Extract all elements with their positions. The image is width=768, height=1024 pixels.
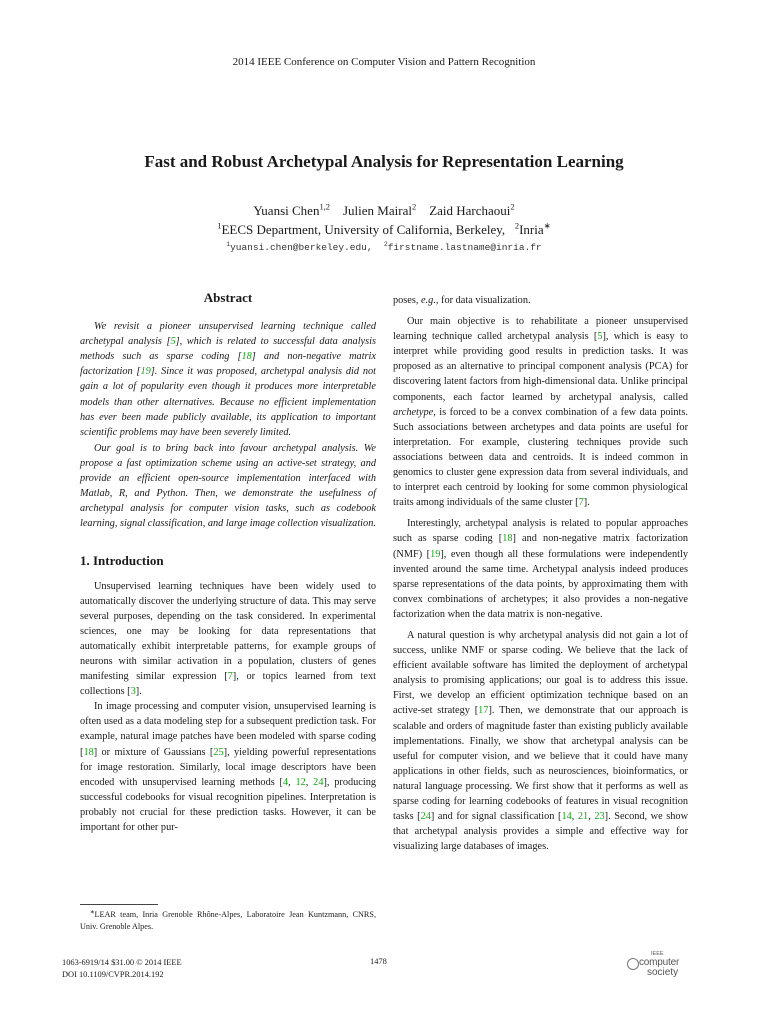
abstract-paragraph: We revisit a pioneer unsupervised learning technique called archetypal analysis [5], which is related to successful data analysis methods such as sparse coding [18] and non-negative matrix factorization [19]. Since it was proposed, archetypal analysis did not gain a lot of popularity even though it produces more interpretable models than other alternatives. Because no efficient implementation has ever been made publicly available, its application to important scientific problems may have been severely limited. [80, 321, 377, 438]
author-name: Yuansi Chen [253, 203, 320, 218]
conference-header: 2014 IEEE Conference on Computer Vision and Pattern Recognition [232, 56, 536, 68]
citation-link[interactable]: 19 [430, 548, 441, 560]
right-column [393, 293, 688, 854]
author-list [0, 203, 768, 219]
footnote [80, 909, 376, 934]
author-name: Julien Mairal [343, 203, 412, 218]
footer-issn [62, 957, 182, 981]
affil-mark: ∗ [543, 220, 551, 231]
footnote-text: ∗LEAR team, Inria Grenoble Rhône-Alpes, Laboratoire Jean Kuntzmann, CNRS, Univ. Grenoble Alpes. [80, 909, 376, 932]
citation-link[interactable]: 7 [227, 671, 233, 683]
citation-link[interactable]: 18 [241, 351, 252, 363]
affil-sup: 2 [514, 220, 520, 231]
body-paragraph: poses, e.g., for data visualization. [393, 295, 531, 306]
citation-link[interactable]: 24 [420, 811, 431, 823]
logo-computer-text: computer [639, 957, 680, 968]
section-heading: 1. Introduction [80, 553, 164, 569]
email[interactable]: yuansi.chen@berkeley.edu, [230, 242, 373, 253]
email[interactable]: firstname.lastname@inria.fr [387, 242, 542, 253]
abstract-heading: Abstract [203, 290, 253, 305]
affiliations [0, 222, 768, 238]
citation-link[interactable]: 18 [83, 746, 94, 758]
citation-link[interactable]: 17 [478, 705, 489, 717]
citation-link[interactable]: 18 [502, 533, 513, 545]
body-paragraph: Our main objective is to rehabilitate a pioneer unsupervised learning technique called archetypal analysis [5], which is easy to interpret while providing good results in prediction tasks. It was proposed as an alternative to principal component analysis (PCA) for discovering latent factors from high-dimensional data. Unlike principal components, each factor learned by archetypal analysis, called archetype, is forced to be a convex combination of a few data points. Such associations between archetypes and data points are useful for interpretation. For example, clustering techniques provide such associations between data and centroids. It is indeed common in genomics to cluster gene expression data from several individuals, and to interpret each centroid by looking for some common physiological traits among individuals of the same cluster [7]. [393, 316, 688, 509]
doi-line[interactable]: DOI 10.1109/CVPR.2014.192 [62, 970, 164, 979]
citation-link[interactable]: 12 [295, 776, 306, 788]
citation-link[interactable]: 4 [282, 776, 289, 788]
body-paragraph: Interestingly, archetypal analysis is related to popular approaches such as sparse coding [18] and non-negative matrix factorization (NMF) [19], even though all these formulations were independently invented around the same time. Archetypal analysis indeed produces sparse representations of the data points, by approximating them with convex combinations of archetypes; it also provides a non-negative factorization when the data matrix is non-negative. [393, 518, 688, 620]
citation-link[interactable]: 25 [213, 746, 224, 758]
citation-link[interactable]: 19 [140, 366, 151, 378]
body-paragraph: Unsupervised learning techniques have been widely used to automatically discover the underlying structure of data. This may serve several purposes, depending on the task considered. In experimental sciences, one may be looking for data representations that automatically exhibit interpretable patterns, for example groups of neurons with similar activation in a population, clusters of genes manifesting similar expression [7], or topics learned from text collections [3]. [80, 580, 376, 698]
body-paragraph: A natural question is why archetypal analysis did not gain a lot of success, unlike NMF or sparse coding. We believe that the lack of efficient available software has limited the deployment of archetypal analysis to promising applications; our goal is to address this issue. First, we develop an efficient optimization technique based on an active-set strategy [17]. Then, we demonstrate that our approach is scalable and orders of magnitude faster than existing publicly available implementations. Finally, we show that archetypal analysis can be useful for computer vision, and we believe that it could have many applications in other fields, such as neurosciences, bioinformatics, or natural language processing. We first show that it performs as well as sparse coding for learning codebooks of features in visual recognition tasks [24] and for signal classification [14, 21, 23]. Second, we show that archetypal analysis provides a simple and effective way for visualizing large databases of images. [393, 629, 688, 853]
paper-title: Fast and Robust Archetypal Analysis for Representation Learning [144, 152, 624, 171]
citation-link[interactable]: 23 [594, 811, 605, 823]
author-sup: 2 [510, 201, 515, 212]
footnote-rule [80, 904, 158, 905]
author-sup: 1,2 [319, 201, 330, 212]
logo-society-text: society [647, 967, 679, 978]
left-column [80, 290, 376, 835]
logo-ieee-text: IEEE [651, 951, 664, 957]
affil-sup: 1 [217, 220, 222, 231]
author-sup: 2 [411, 201, 417, 212]
citation-link[interactable]: 5 [170, 336, 176, 348]
affiliation: Inria [519, 222, 544, 237]
body-paragraph: In image processing and computer vision, unsupervised learning is often used as a data modeling step for a subsequent prediction task. For example, natural image patches have been modeled with sparse coding [18] or mixture of Gaussians [25], yielding powerful representations for image restoration. Similarly, local image descriptors have been encoded with unsupervised learning methods [4, 12, 24], producing successful codebooks for visual recognition pipelines. Interpretation is probably not crucial for these prediction tasks. However, it can be important for other pur- [80, 701, 377, 833]
author-name: Zaid Harchaoui [429, 203, 511, 218]
ieee-computer-society-logo [625, 951, 695, 981]
email-sup: 2 [384, 240, 388, 248]
citation-link[interactable]: 5 [597, 331, 603, 343]
issn-line: 1063-6919/14 $31.00 © 2014 IEEE [62, 958, 182, 967]
email-list [0, 242, 768, 253]
citation-link[interactable]: 3 [130, 686, 136, 698]
globe-icon [627, 958, 639, 970]
citation-link[interactable]: 21 [577, 811, 589, 823]
citation-link[interactable]: 7 [578, 497, 584, 509]
citation-link[interactable]: 24 [313, 776, 324, 788]
email-sup: 1 [226, 240, 231, 248]
affiliation: EECS Department, University of California, Berkeley, [221, 222, 506, 237]
page-number: 1478 [370, 957, 387, 966]
abstract-paragraph: Our goal is to bring back into favour archetypal analysis. We propose a fast optimization scheme using an active-set strategy, and provide an efficient open-source implementation interfaced with Matlab, R, and Python. Then, we demonstrate the usefulness of archetypal analysis for computer vision tasks, such as codebook learning, signal classification, and large image collection visualization. [80, 442, 376, 530]
citation-link[interactable]: 14 [561, 811, 572, 823]
abstract-body [80, 319, 376, 531]
